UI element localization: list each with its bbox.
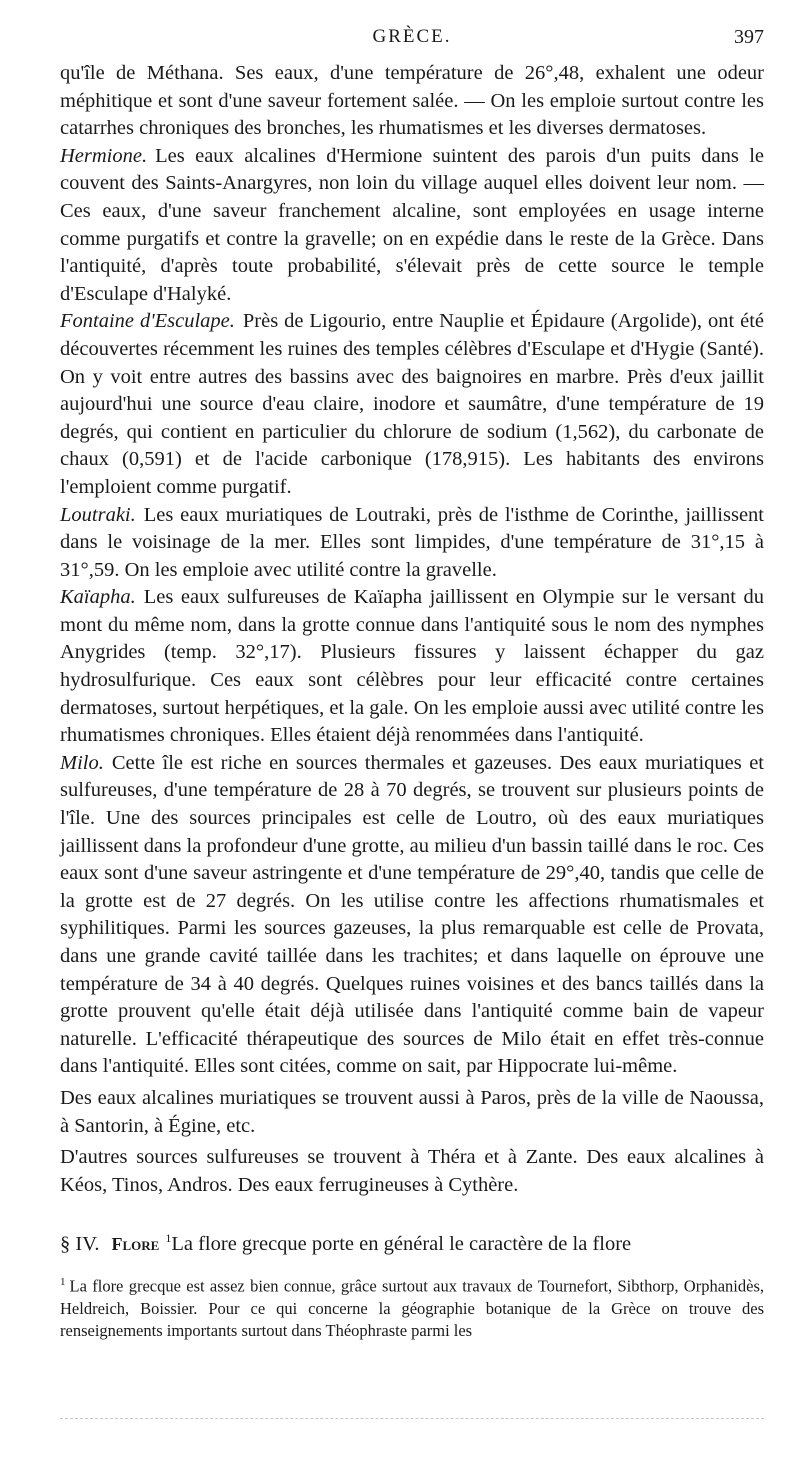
paragraph-loutraki (60, 502, 764, 585)
paragraph-text: Les eaux sulfureuses de Kaïapha jaillissent en Olympie sur le versant du mont du même nom, dans la grotte connue dans l'antiquité sous le nom des nymphes Anygrides (temp. 32°,17). Plusieurs fissures y laissent échapper du gaz hydrosulfurique. Ces eaux sont célèbres pour leur efficacité contre certaines dermatoses, surtout herpétiques, et la gale. On les emploie aussi avec utilité contre les rhumatismes chroniques. Elles étaient déjà renommées dans l'antiquité. (60, 586, 764, 747)
paragraph-sulfureuses (60, 1144, 764, 1199)
section-mark: § IV. (60, 1233, 100, 1256)
paragraph-kaiapha (60, 584, 764, 750)
footnote-ref: 1 (165, 1231, 172, 1246)
bottom-print-marks (60, 1418, 764, 1422)
paragraph-text: Des eaux alcalines muriatiques se trouvent aussi à Paros, près de la ville de Naoussa, à Santorin, à Égine, etc. (60, 1086, 764, 1137)
paragraph-text: Les eaux muriatiques de Loutraki, près de l'isthme de Corinthe, jaillissent dans le voisinage de la mer. Elles sont limpides, d'une température de 31°,15 à 31°,59. On les emploie avec utilité contre la gravelle. (60, 503, 764, 581)
footnote-mark: 1 (60, 1275, 66, 1288)
page-body (60, 60, 764, 1343)
section-spacer (60, 1199, 764, 1225)
paragraph-text: D'autres sources sulfureuses se trouvent à Théra et à Zante. Des eaux alcalines à Kéos, Tinos, Andros. Des eaux ferrugineuses à Cythère. (60, 1146, 764, 1196)
running-head (60, 26, 764, 50)
paragraph-text: Les eaux alcalines d'Hermione suintent des parois d'un puits dans le couvent des Saints-Anargyres, non loin du village auquel elles doivent leur nom. — Ces eaux, d'une saveur franchement alcaline, sont employées en usage interne comme purgatifs et contre la gravelle; on en expédie dans le reste de la Grèce. Dans l'antiquité, d'après toute probabilité, s'élevait près de cette source le temple d'Esculape d'Halyké. (60, 144, 764, 305)
paragraph-milo (60, 750, 764, 1081)
paragraph-alcalines (60, 1085, 764, 1140)
footnote (60, 1271, 764, 1343)
paragraph-hermione (60, 143, 764, 309)
paragraph-methana (60, 60, 764, 143)
paragraph-lead: Kaïapha. (60, 586, 136, 609)
paragraph-lead: Hermione. (60, 144, 148, 167)
paragraph-lead: Fontaine d'Esculape. (60, 310, 235, 333)
running-title: GRÈCE. (372, 26, 452, 47)
paragraph-lead: Loutraki. (60, 503, 136, 526)
paragraph-text: qu'île de Méthana. Ses eaux, d'une température de 26°,48, exhalent une odeur méphitique et sont d'une saveur fortement salée. — On les emploie surtout contre les catarrhes chroniques des bronches, les rhumatismes et les diverses dermatoses. (60, 62, 764, 140)
paragraph-text: Cette île est riche en sources thermales et gazeuses. Des eaux muriatiques et sulfureuses, d'une température de 28 à 70 degrés, se trouvent sur plusieurs points de l'île. Une des sources principales est celle de Loutro, où des eaux muriatiques jaillissent dans la profondeur d'une grotte, au milieu d'un bassin taillé dans le roc. Ces eaux sont d'une saveur astringente et d'une température de 29°,40, tandis que celle de la grotte est de 27 degrés. On les utilise contre les affections rhumatismales et syphilitiques. Parmi les sources gazeuses, la plus remarquable est celle de Provata, dans une grande cavité taillée dans les trachites; et dans laquelle on éprouve une température de 34 à 40 degrés. Quelques ruines voisines et des bancs taillés dans la grotte prouvent qu'elle était déjà utilisée dans l'antiquité comme bain de vapeur naturelle. L'efficacité thérapeutique des sources de Milo était en effet très-connue dans l'antiquité. Elles sont citées, comme on sait, par Hippocrate lui-même. (60, 751, 764, 1078)
section-flore (60, 1225, 764, 1258)
footnote-text: La flore grecque est assez bien connue, grâce surtout aux travaux de Tournefort, Sibthorp, Orphanidès, Heldreich, Boissier. Pour ce qui concerne la géographie botanique de la Grèce on trouve des renseignements importants surtout dans Théophraste parmi les (60, 1276, 764, 1341)
paragraph-text: Près de Ligourio, entre Nauplie et Épidaure (Argolide), ont été découvertes récemment les ruines des temples célèbres d'Esculape et d'Hygie (Santé). On y voit entre autres des bassins avec des baignoires en marbre. Près d'eux jaillit aujourd'hui une source d'eau claire, inodore et saumâtre, d'une température de 19 degrés, qui contient en particulier du chlorure de sodium (1,562), du carbonate de chaux (0,591) et de l'acide carbonique (178,915). Les habitants des environs l'emploient comme purgatif. (60, 310, 764, 498)
paragraph-lead: Milo. (60, 751, 104, 774)
section-title: Flore (111, 1234, 160, 1255)
paragraph-fontaine-esculape (60, 308, 764, 501)
section-text: La flore grecque porte en général le caractère de la flore (171, 1233, 632, 1256)
page-number: 397 (734, 26, 764, 48)
